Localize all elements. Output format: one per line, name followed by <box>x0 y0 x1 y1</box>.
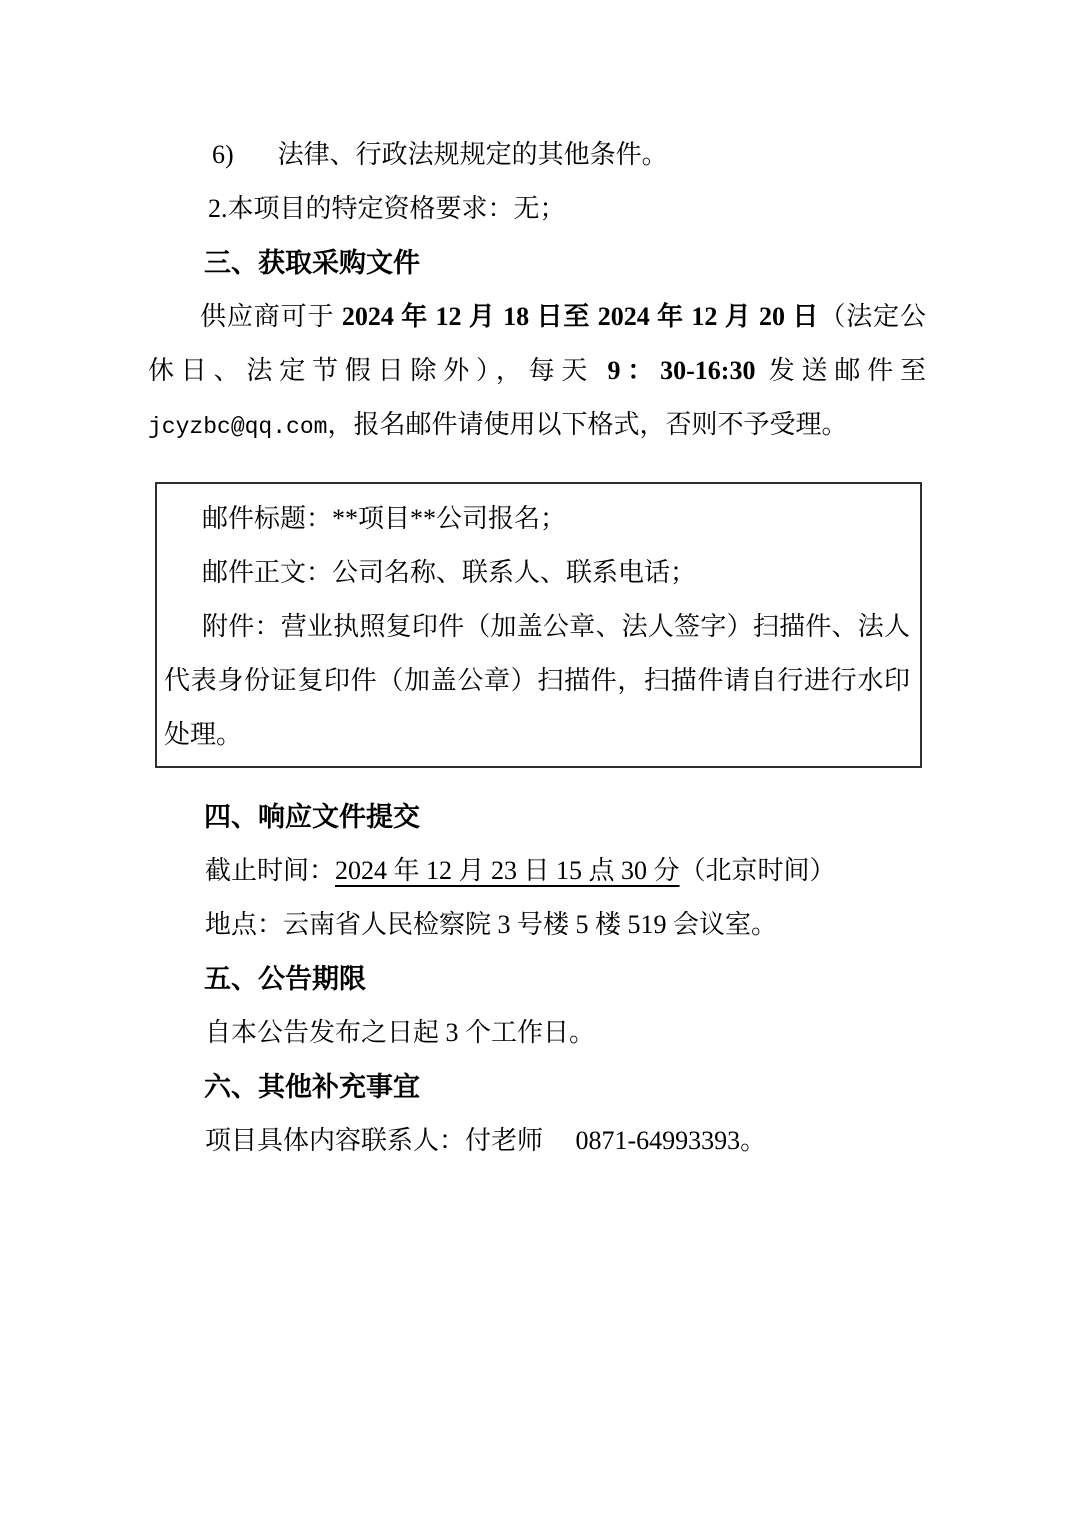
deadline-suffix: （北京时间） <box>679 856 836 885</box>
announcement-period-line: 自本公告发布之日起 3 个工作日。 <box>205 1018 596 1047</box>
clause-item-2: 2.本项目的特定资格要求：无； <box>208 194 566 223</box>
obtain-date-range: 2024 年 12 月 18 日至 2024 年 12 月 20 日 <box>341 302 820 331</box>
supplier-paragraph <box>148 290 926 454</box>
supplier-paragraph-seg3: 发送邮件至 <box>755 356 926 385</box>
supplier-paragraph-seg4: ，报名邮件请使用以下格式，否则不予受理。 <box>327 410 848 439</box>
mail-attachment-line: 附件：营业执照复印件（加盖公章、法人签字）扫描件、法人代表身份证复印件（加盖公章）扫描件，扫描件请自行进行水印处理。 <box>164 612 910 749</box>
section-3-heading: 三、获取采购文件 <box>204 248 420 278</box>
clause-item-6 <box>148 128 926 182</box>
deadline-line <box>148 844 926 898</box>
deadline-label: 截止时间： <box>205 856 336 885</box>
mail-body-line: 邮件正文：公司名称、联系人、联系电话； <box>202 558 697 587</box>
deadline-value: 2024 年 12 月 23 日 15 点 30 分 <box>335 856 680 885</box>
section-6-heading: 六、其他补充事宜 <box>204 1072 420 1102</box>
location-line: 地点：云南省人民检察院 3 号楼 5 楼 519 会议室。 <box>205 910 778 939</box>
obtain-time-range: 9：30-16:30 <box>607 356 756 385</box>
clause-6-number: 6) <box>212 140 234 169</box>
supplier-paragraph-seg1: 供应商可于 <box>200 302 342 331</box>
section-5-heading: 五、公告期限 <box>204 964 366 994</box>
supplier-paragraph-seg2: （法定公休日、法定节假日除外），每天 <box>148 302 926 385</box>
mail-format-box <box>155 482 922 768</box>
contact-line: 项目具体内容联系人：付老师 0871-64993393。 <box>205 1126 767 1155</box>
registration-email: jcyzbc@qq.com <box>148 414 328 440</box>
section-4-heading: 四、响应文件提交 <box>204 802 420 832</box>
clause-6-text: 法律、行政法规规定的其他条件。 <box>277 140 668 169</box>
mail-title-line: 邮件标题：**项目**公司报名； <box>202 504 567 533</box>
